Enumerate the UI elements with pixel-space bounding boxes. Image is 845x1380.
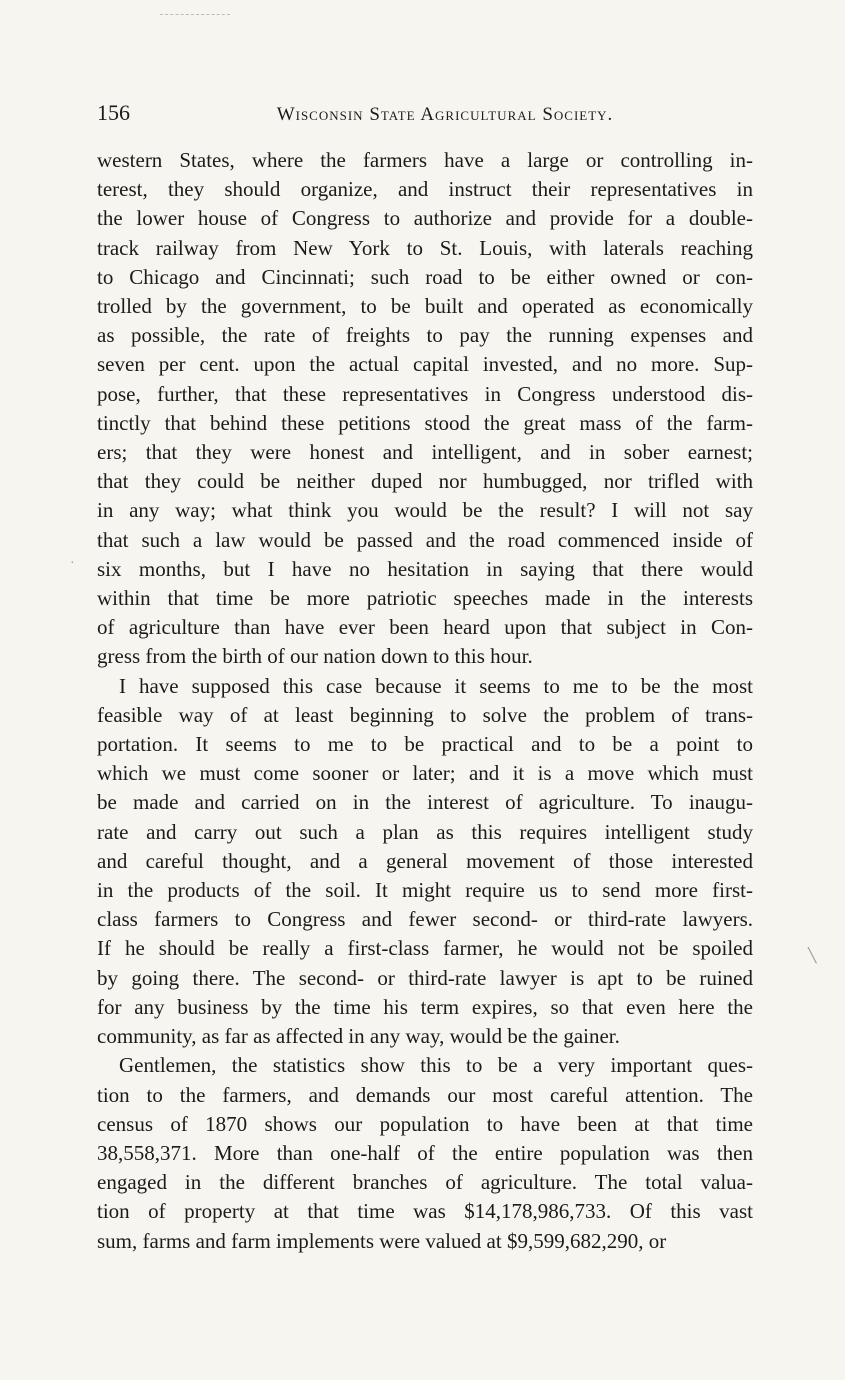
text-line: six months, but I have no hesitation in saying that there would bbox=[97, 556, 753, 581]
text-line: be made and carried on in the interest of agriculture. To inaugu- bbox=[97, 790, 753, 815]
margin-mark: ╲ bbox=[808, 949, 817, 964]
text-line: and careful thought, and a general movement of those interested bbox=[97, 848, 753, 873]
text-line: 38,558,371. More than one-half of the entire population was then bbox=[97, 1140, 753, 1165]
paragraph bbox=[97, 672, 753, 1052]
text-line: that they could be neither duped nor humbugged, nor trifled with bbox=[97, 469, 753, 494]
text-line: the lower house of Congress to authorize and provide for a double- bbox=[97, 206, 753, 231]
page-number: 156 bbox=[97, 100, 130, 125]
text-line: tion to the farmers, and demands our most careful attention. The bbox=[97, 1082, 753, 1107]
text-line: by going there. The second- or third-rate lawyer is apt to be ruined bbox=[97, 965, 753, 990]
text-line: terest, they should organize, and instruct their representatives in bbox=[97, 177, 753, 202]
text-line: western States, where the farmers have a large or controlling in- bbox=[97, 148, 753, 172]
text-line: I have supposed this case because it seems to me to be the most bbox=[119, 673, 753, 698]
text-line: gress from the birth of our nation down to this hour. bbox=[97, 644, 533, 669]
text-line: to Chicago and Cincinnati; such road to be either owned or con- bbox=[97, 264, 753, 289]
text-line: of agriculture than have ever been heard upon that subject in Con- bbox=[97, 615, 753, 640]
paragraph bbox=[97, 1051, 753, 1255]
text-line: rate and carry out such a plan as this requires intelligent study bbox=[97, 819, 753, 844]
text-line: in the products of the soil. It might require us to send more first- bbox=[97, 878, 753, 903]
text-line: in any way; what think you would be the result? I will not say bbox=[97, 498, 753, 523]
text-line: trolled by the government, to be built and operated as economically bbox=[97, 294, 753, 319]
text-line: seven per cent. upon the actual capital invested, and no more. Sup- bbox=[97, 352, 753, 377]
text-line: track railway from New York to St. Louis, with laterals reaching bbox=[97, 235, 753, 260]
text-line: sum, farms and farm implements were valued at $9,599,682,290, or bbox=[97, 1228, 667, 1253]
text-line: tion of property at that time was $14,178,986,733. Of this vast bbox=[97, 1199, 753, 1224]
text-line: pose, further, that these representatives in Congress understood dis- bbox=[97, 381, 753, 406]
text-line: within that time be more patriotic speeches made in the interests bbox=[97, 586, 753, 611]
text-line: as possible, the rate of freights to pay the running expenses and bbox=[97, 323, 753, 348]
book-page bbox=[97, 100, 753, 1256]
text-line: tinctly that behind these petitions stood the great mass of the farm- bbox=[97, 410, 753, 435]
text-line: feasible way of at least beginning to solve the problem of trans- bbox=[97, 702, 753, 727]
text-line: census of 1870 shows our population to have been at that time bbox=[97, 1111, 753, 1136]
text-line: engaged in the different branches of agriculture. The total valua- bbox=[97, 1170, 753, 1195]
text-line: If he should be really a first-class farmer, he would not be spoiled bbox=[97, 936, 753, 961]
top-scan-mark bbox=[160, 14, 230, 15]
text-line: that such a law would be passed and the road commenced inside of bbox=[97, 527, 753, 552]
text-line: which we must come sooner or later; and it is a move which must bbox=[97, 761, 753, 786]
margin-mark: · bbox=[70, 556, 75, 571]
text-line: ers; that they were honest and intelligent, and in sober earnest; bbox=[97, 440, 753, 465]
text-line: Gentlemen, the statistics show this to be a very important ques- bbox=[119, 1053, 753, 1078]
running-head bbox=[97, 100, 753, 132]
text-line: class farmers to Congress and fewer second- or third-rate lawyers. bbox=[97, 907, 753, 932]
page-header-title: Wisconsin State Agricultural Society. bbox=[276, 104, 614, 125]
paragraph bbox=[97, 146, 753, 672]
text-line: portation. It seems to me to be practical and to be a point to bbox=[97, 732, 753, 757]
body-text bbox=[97, 146, 753, 1256]
text-line: community, as far as affected in any way, would be the gainer. bbox=[97, 1024, 620, 1049]
text-line: for any business by the time his term expires, so that even here the bbox=[97, 994, 753, 1019]
